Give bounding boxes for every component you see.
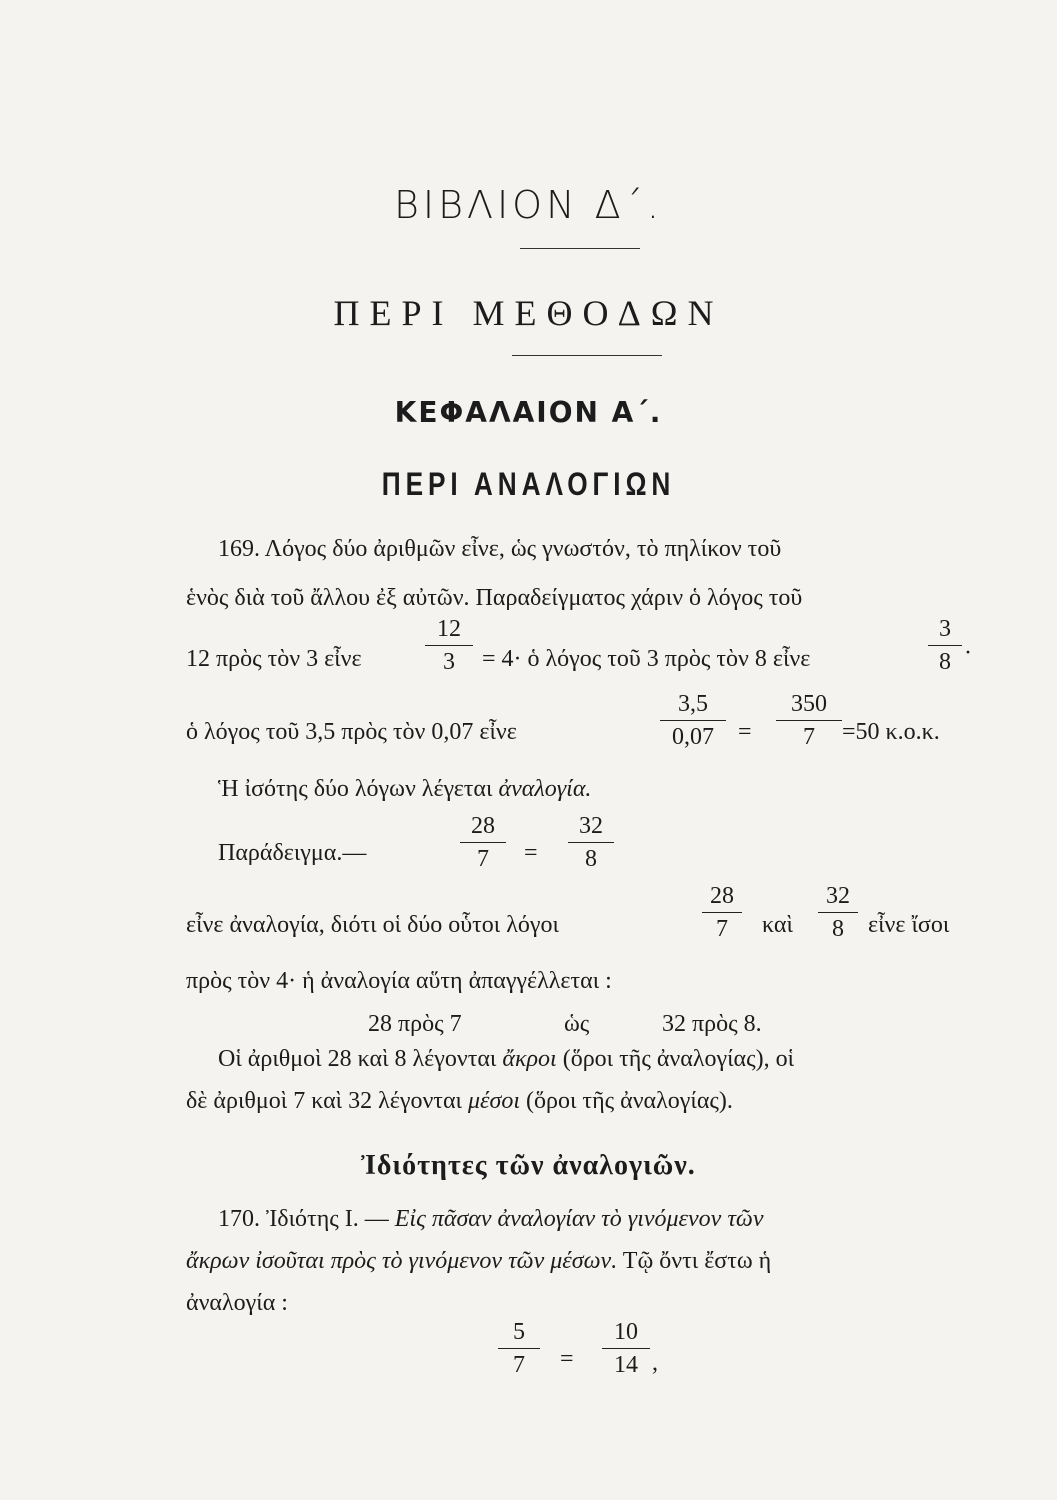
text: Τῷ ὄντι ἔστω ἡ — [622, 1248, 772, 1274]
numerator: 3,5 — [678, 691, 708, 717]
denominator: 0,07 — [672, 724, 714, 750]
term-mesoi: μέσοι — [467, 1088, 520, 1114]
denominator: 14 — [614, 1352, 638, 1378]
fraction-bar — [660, 720, 726, 721]
text: δὲ ἀριθμοὶ 7 καὶ 32 λέγονται — [186, 1088, 462, 1114]
text: Ἡ ἰσότης δύο λόγων λέγεται — [218, 776, 493, 802]
property-line — [218, 1206, 764, 1233]
text: (ὅροι τῆς ἀναλογίας), οἱ — [562, 1046, 795, 1072]
paragraph-169-line: = 4· ὁ λόγος τοῦ 3 πρὸς τὸν 8 εἶνε — [482, 646, 811, 672]
fraction-bar — [602, 1348, 650, 1349]
fraction-3-5-0-07 — [660, 690, 726, 751]
fraction-12-3 — [425, 615, 473, 676]
example-line — [218, 1046, 794, 1073]
spoken-proportion: 28 πρὸς 7 — [368, 1011, 462, 1037]
fraction-bar — [702, 912, 742, 913]
text: Οἱ ἀριθμοὶ 28 καὶ 8 λέγονται — [218, 1046, 497, 1072]
denominator: 7 — [716, 916, 728, 942]
denominator: 8 — [585, 846, 597, 872]
property-line — [186, 1248, 771, 1275]
divider-rule — [512, 355, 662, 356]
numerator: 32 — [826, 883, 850, 909]
example-line: πρὸς τὸν 4· ἡ ἀναλογία αὕτη ἀπαγγέλλεται : — [186, 968, 612, 994]
chapter-title: ΚΕΦΑΛΑΙΟΝ Α΄. — [394, 396, 663, 429]
numerator: 350 — [791, 691, 827, 717]
denominator: 8 — [939, 649, 951, 675]
equals-sign: = — [738, 719, 752, 745]
example-line: εἶνε ἴσοι — [868, 912, 950, 938]
numerator: 5 — [513, 1319, 525, 1345]
theorem-text: ἄκρων ἰσοῦται πρὸς τὸ γινόμενον τῶν μέσων. — [186, 1248, 618, 1274]
fraction-32-8 — [818, 882, 858, 943]
fraction-28-7 — [460, 812, 506, 873]
numerator: 12 — [437, 616, 461, 642]
denominator: 8 — [832, 916, 844, 942]
spoken-proportion: 32 πρὸς 8. — [662, 1011, 762, 1037]
example-line: καὶ — [762, 912, 793, 938]
paragraph-169-line — [218, 776, 591, 803]
denominator: 7 — [803, 724, 815, 750]
divider-rule — [520, 248, 640, 249]
text: (ὅροι τῆς ἀναλογίας). — [526, 1088, 733, 1114]
numerator: 10 — [614, 1319, 638, 1345]
paragraph-169-line: ὁ λόγος τοῦ 3,5 πρὸς τὸν 0,07 εἶνε — [186, 719, 517, 745]
punctuation: · — [964, 640, 972, 666]
example-label: Παράδειγμα.— — [218, 840, 367, 866]
paragraph-169-line: 12 πρὸς τὸν 3 εἶνε — [186, 646, 362, 672]
fraction-5-7 — [498, 1318, 540, 1379]
example-line — [186, 1088, 733, 1115]
paragraph-169-line: 169. Λόγος δύο ἀριθμῶν εἶνε, ὡς γνωστόν, τὸ πηλίκον τοῦ — [218, 536, 782, 562]
numerator: 28 — [710, 883, 734, 909]
theorem-text: Εἰς πᾶσαν ἀναλογίαν τὸ γινόμενον τῶν — [394, 1206, 764, 1232]
fraction-bar — [498, 1348, 540, 1349]
fraction-350-7 — [776, 690, 842, 751]
numerator: 32 — [579, 813, 603, 839]
fraction-bar — [568, 842, 614, 843]
punctuation: , — [652, 1350, 658, 1376]
book-title: ΒΙΒΛΙΟΝ Δ΄. — [393, 183, 663, 227]
fraction-bar — [818, 912, 858, 913]
paragraph-169-line: ἑνὸς διὰ τοῦ ἄλλου ἐξ αὐτῶν. Παραδείγματος χάριν ὁ λόγος τοῦ — [186, 585, 803, 611]
numerator: 28 — [471, 813, 495, 839]
fraction-bar — [928, 645, 962, 646]
section-title: ΠΕΡΙ ΑΝΑΛΟΓΙΩΝ — [381, 466, 676, 502]
numerator: 3 — [939, 616, 951, 642]
subsection-title: Ἰδιότητες τῶν ἀναλογιῶν. — [361, 1150, 696, 1181]
denominator: 7 — [477, 846, 489, 872]
fraction-3-8 — [928, 615, 962, 676]
fraction-28-7 — [702, 882, 742, 943]
fraction-bar — [776, 720, 842, 721]
denominator: 7 — [513, 1352, 525, 1378]
term-akroi: ἄκροι — [502, 1046, 557, 1072]
fraction-10-14 — [602, 1318, 650, 1379]
fraction-bar — [460, 842, 506, 843]
text: 170. Ἰδιότης Ι. — — [218, 1206, 389, 1232]
fraction-32-8 — [568, 812, 614, 873]
equals-sign: = — [560, 1346, 574, 1372]
property-line: ἀναλογία : — [186, 1290, 288, 1316]
paragraph-169-line: =50 κ.ο.κ. — [842, 719, 940, 745]
fraction-bar — [425, 645, 473, 646]
part-title: ΠΕΡΙ ΜΕΘΟΔΩΝ — [333, 293, 724, 333]
term-analogia: ἀναλογία. — [498, 776, 592, 802]
equals-sign: = — [524, 840, 538, 866]
example-line: εἶνε ἀναλογία, διότι οἱ δύο οὗτοι λόγοι — [186, 912, 559, 938]
denominator: 3 — [443, 649, 455, 675]
spoken-proportion: ὡς — [564, 1011, 590, 1037]
